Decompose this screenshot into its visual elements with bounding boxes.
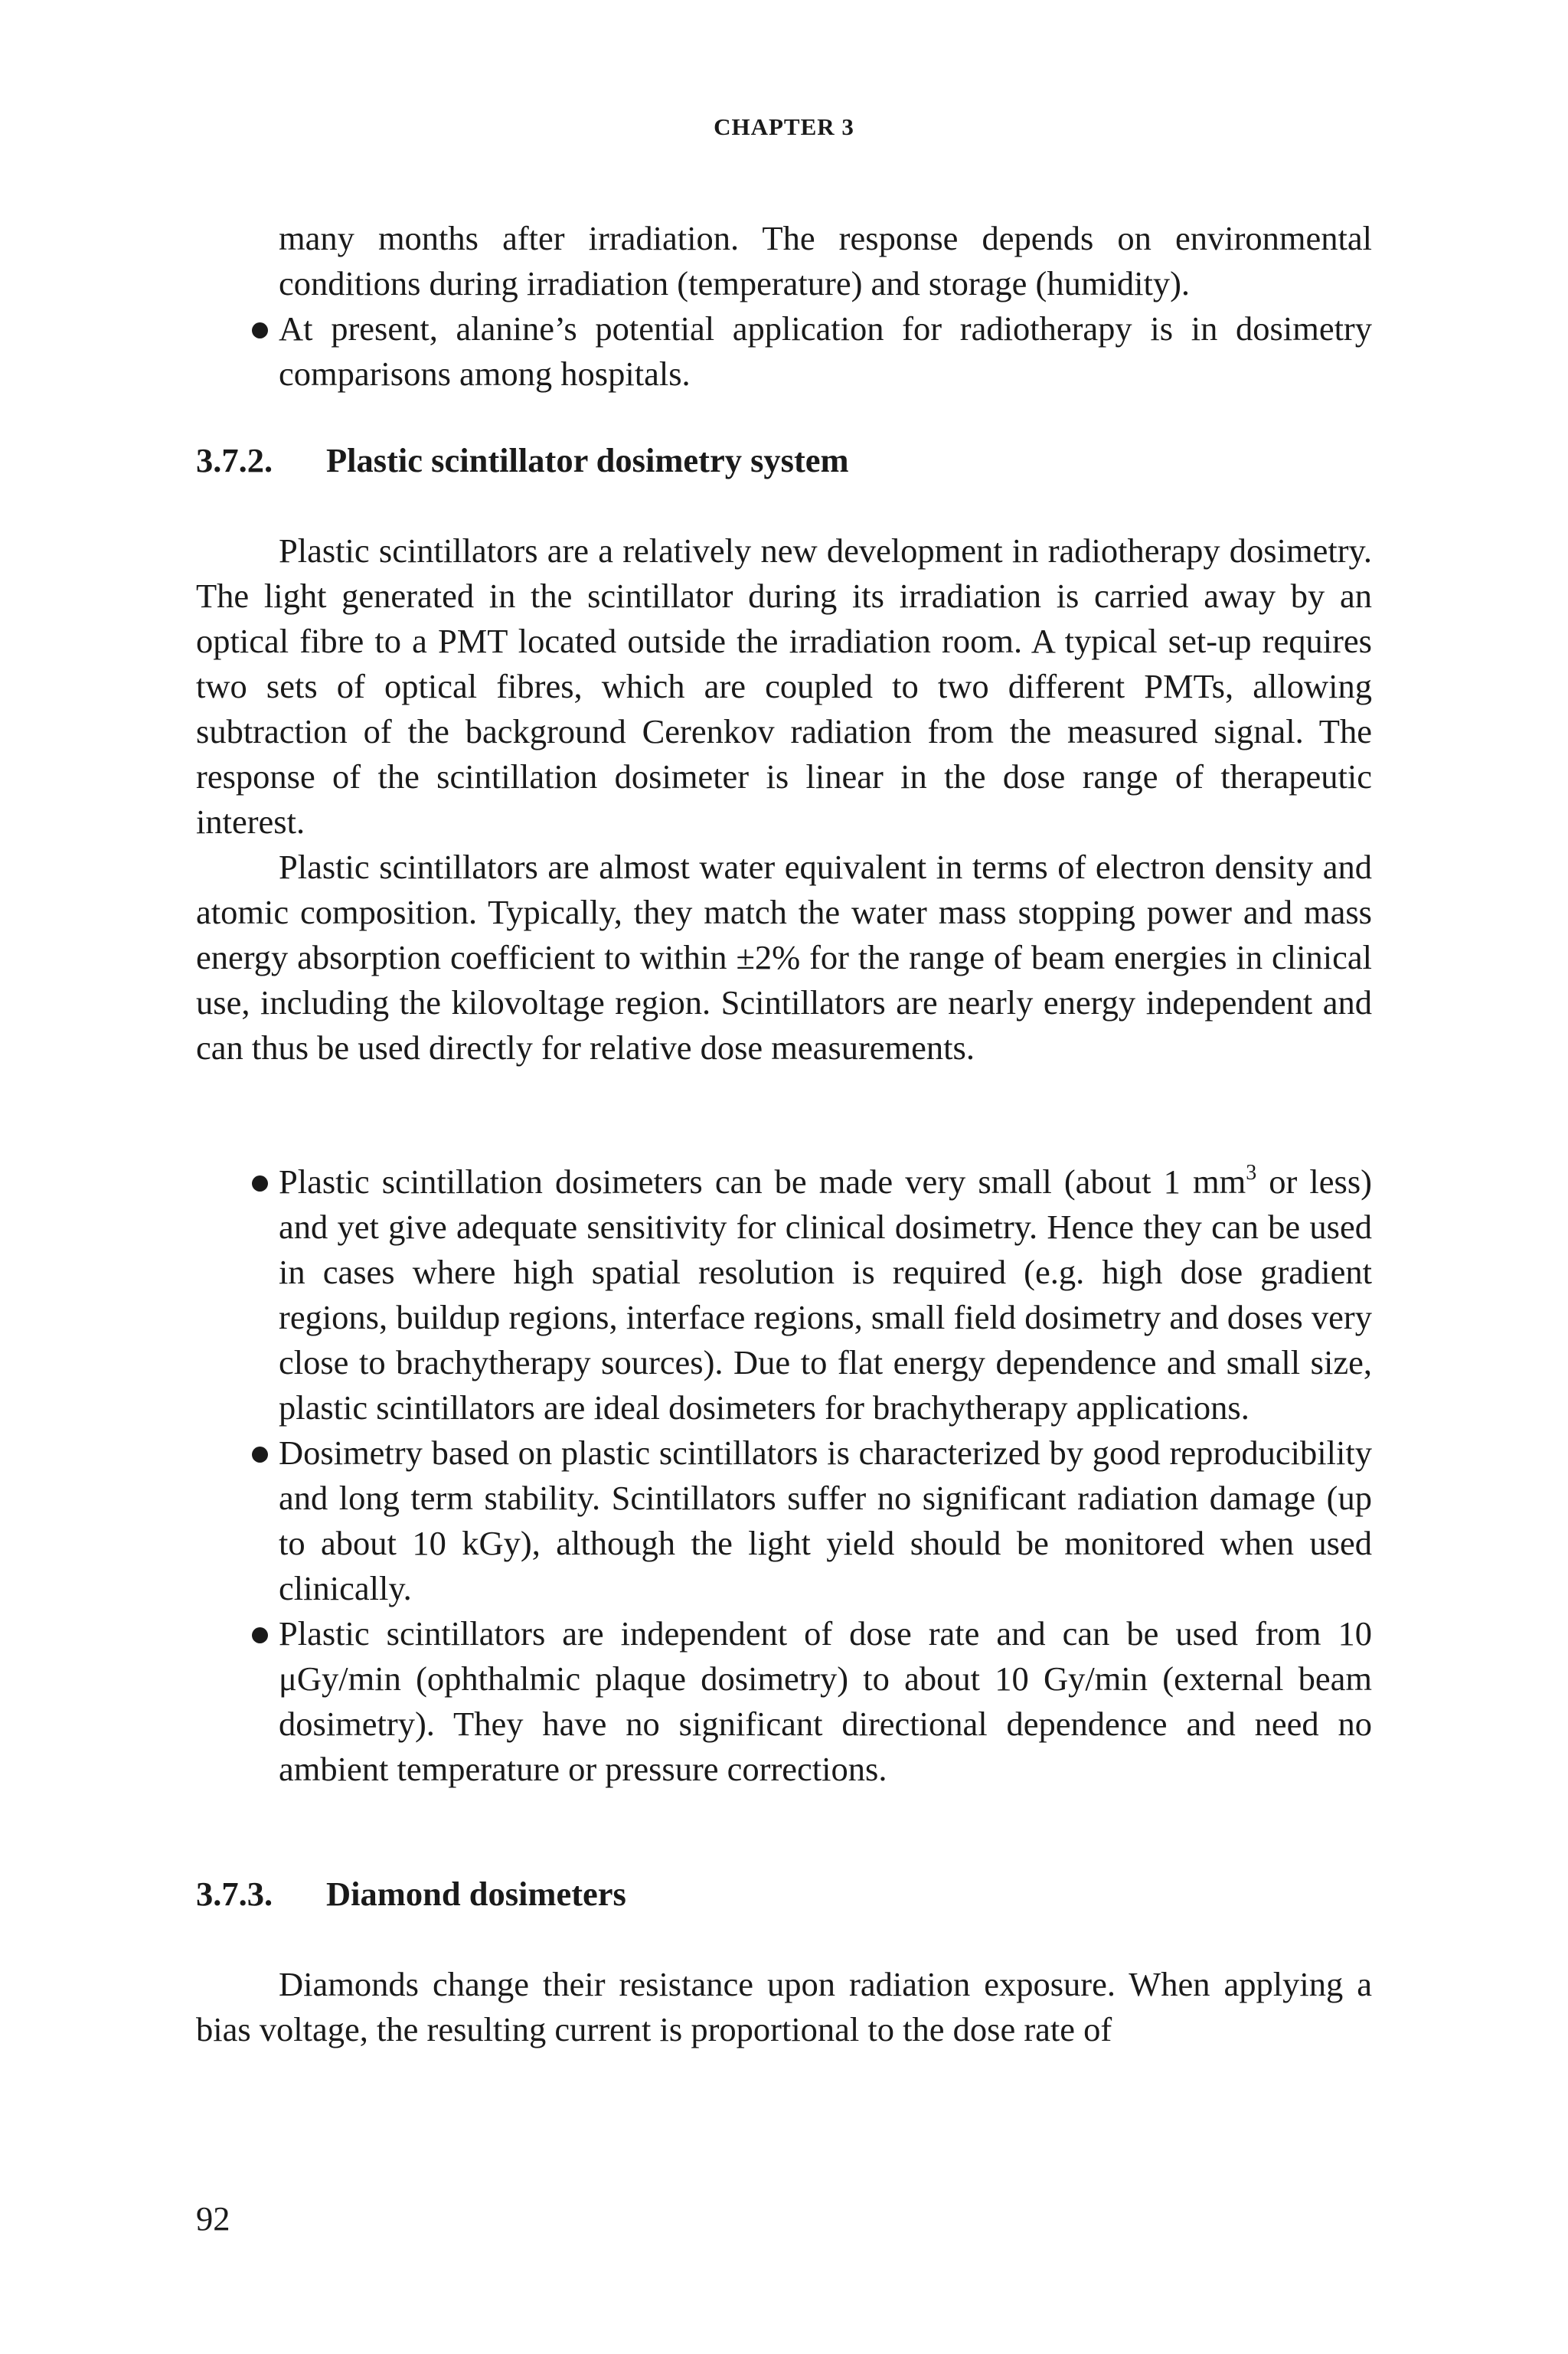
top-block — [196, 216, 1372, 397]
section-title: Plastic scintillator dosimetry system — [326, 441, 849, 479]
superscript: 3 — [1246, 1161, 1257, 1185]
paragraph: Plastic scintillators are almost water equivalent in terms of electron density and atomic composition. Typically, they match the water mass stopping power and mass energy absorption coefficient to within ±2% for the range of beam energies in clinical use, including the kilovoltage region. Scintillators are nearly energy independent and can thus be used directly for relative dose measurements. — [196, 848, 1372, 1067]
list-item — [196, 1159, 1372, 1430]
bullet-icon — [252, 1175, 268, 1192]
list-item — [196, 1611, 1372, 1792]
list-item — [196, 1430, 1372, 1611]
section-3-7-2-body — [196, 528, 1372, 1071]
section-title: Diamond dosimeters — [326, 1875, 626, 1913]
section-number: 3.7.2. — [196, 441, 273, 479]
paragraph: Diamonds change their resistance upon radiation exposure. When applying a bias voltage, the resulting current is proportional to the dose rate of — [196, 1965, 1372, 2048]
bullet-icon — [252, 1447, 268, 1463]
continuation-paragraph: many months after irradiation. The response depends on environmental conditions during irradiation (temperature) and storage (humidity). — [279, 219, 1372, 302]
bullet-text: Plastic scintillators are independent of dose rate and can be used from 10 μGy/min (ophthalmic plaque dosimetry) to about 10 Gy/min (external beam dosimetry). They have no significant directional dependence and need no ambient temperature or pressure corrections. — [279, 1614, 1372, 1788]
page-number: 92 — [196, 2199, 230, 2238]
bullet-text: Dosimetry based on plastic scintillators is characterized by good reproducibility and long term stability. Scintillators suffer no significant radiation damage (up to about 10 kGy), although the light yield should be monitored when used clinically. — [279, 1434, 1372, 1607]
bullet-text: Plastic scintillation dosimeters can be made very small (about 1 mm — [279, 1162, 1246, 1201]
bullet-list — [196, 1159, 1372, 1792]
running-head: CHAPTER 3 — [714, 113, 854, 140]
section-3-7-2-bullets — [196, 1159, 1372, 1792]
section-heading-3-7-2 — [196, 438, 849, 483]
bullet-list — [196, 306, 1372, 397]
section-number: 3.7.3. — [196, 1875, 273, 1913]
bullet-text: At present, alanine’s potential application for radiotherapy is in dosimetry comparisons among hospitals. — [279, 309, 1372, 393]
bullet-text: or less) and yet give adequate sensitivity for clinical dosimetry. Hence they can be used in cases where high spatial resolution is required (e.g. high dose gradient regions, buildup regions, interface regions, small field dosimetry and doses very close to brachytherapy sources). Due to flat energy dependence and small size, plastic scintillators are ideal dosimeters for brachytherapy applications. — [279, 1162, 1372, 1427]
paragraph: Plastic scintillators are a relatively new development in radiotherapy dosimetry. The light generated in the scintillator during its irradiation is carried away by an optical fibre to a PMT located outside the irradiation room. A typical set-up requires two sets of optical fibres, which are coupled to two different PMTs, allowing subtraction of the background Cerenkov radiation from the measured signal. The response of the scintillation dosimeter is linear in the dose range of therapeutic interest. — [196, 531, 1372, 841]
bullet-icon — [252, 1627, 268, 1643]
bullet-icon — [252, 322, 268, 338]
list-item — [196, 306, 1372, 397]
section-heading-3-7-3 — [196, 1872, 626, 1917]
section-3-7-3-body — [196, 1962, 1372, 2052]
